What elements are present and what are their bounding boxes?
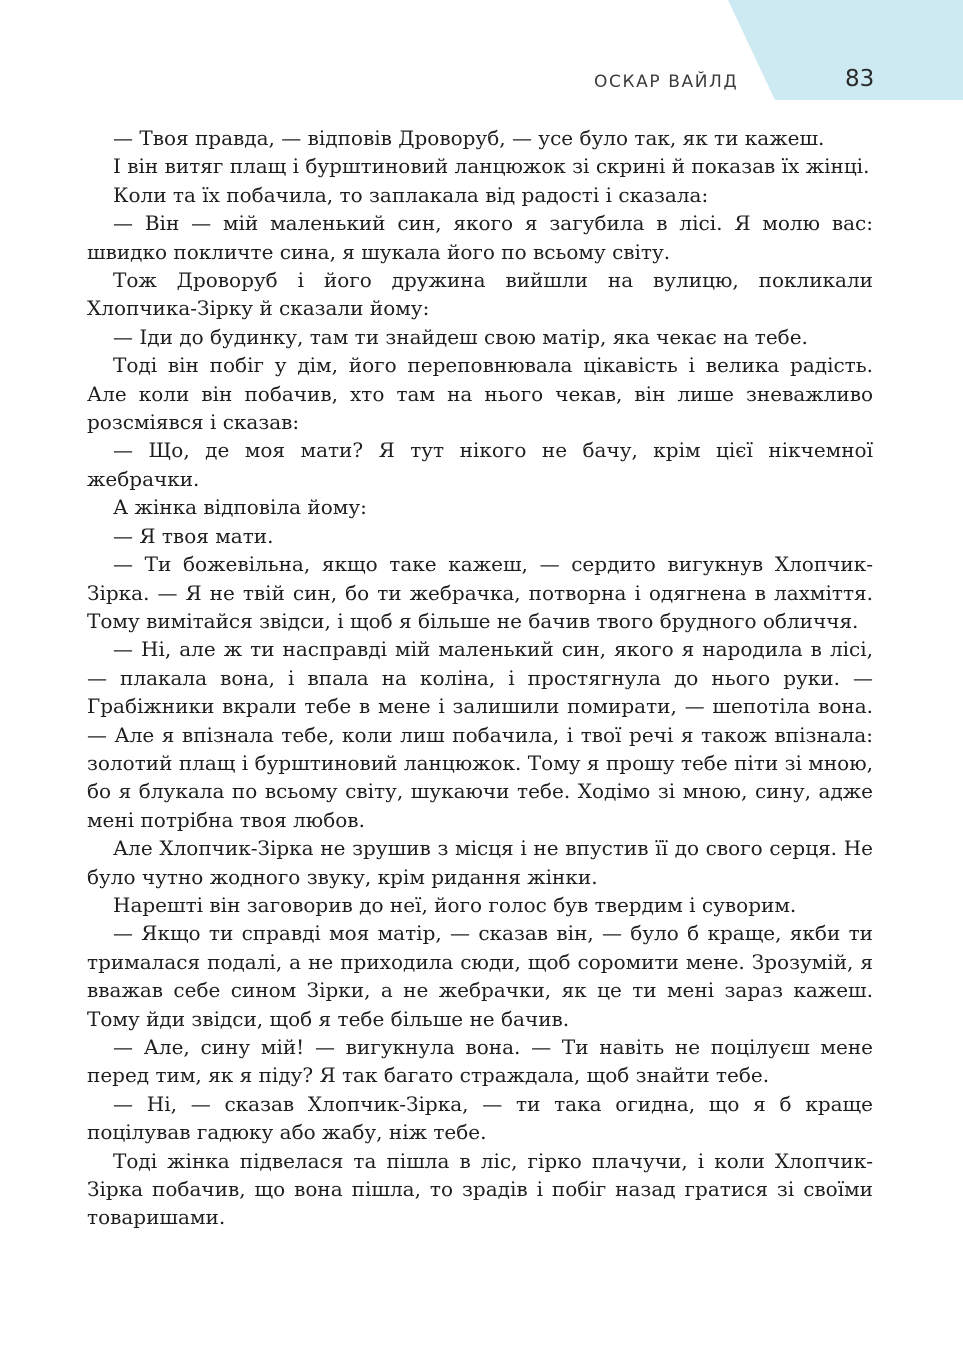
paragraph: — Ні, але ж ти насправді мій маленький син, якого я народила в лісі, — плакала вона, і впала на коліна, і простягнула до нього руки. — Грабіжники вкрали тебе в мене і залишили помирати, — шепотіла вона. — Але я впізнала тебе, коли лиш побачила, і твої речі я також впізнала: золотий плащ і бурштиновий ланцюжок. Тому я прошу тебе піти зі мною, бо я блукала по всьому світу, шукаючи тебе. Ходімо зі мною, сину, адже мені потрібна твоя любов. [87, 637, 873, 832]
paragraph: — Він — мій маленький син, якого я загубила в лісі. Я молю вас: швидко покличте сина, я шукала його по всьому світу. [87, 211, 873, 264]
paragraph: — Я твоя мати. [113, 523, 274, 548]
paragraph: — Ні, — сказав Хлопчик-Зірка, — ти така огидна, що я б краще поцілував гадюку або жабу, ніж тебе. [87, 1091, 873, 1145]
paragraph: — Іди до будинку, там ти знайдеш свою матір, яка чекає на тебе. [113, 324, 808, 349]
paragraph: Але Хлопчик-Зірка не зрушив з місця і не впустив її до свого серця. Не було чутно жодного звуку, крім ридання жінки. [87, 836, 873, 889]
paragraph: — Але, сину мій! — вигукнула вона. — Ти навіть не поцілуєш мене перед тим, як я піду? Я так багато страждала, щоб знайти тебе. [87, 1035, 873, 1088]
paragraph: Нарешті він заговорив до неї, його голос був твердим і суворим. [113, 892, 797, 917]
paragraph: Тож Дроворуб і його дружина вийшли на вулицю, покликали Хлопчика-Зірку й сказали йому: [87, 268, 873, 321]
paragraph: — Твоя правда, — відповів Дроворуб, — усе було так, як ти кажеш. [113, 126, 825, 150]
paragraph: Коли та їх побачила, то заплакала від радості і сказала: [113, 182, 709, 207]
paragraph: І він витяг плащ і бурштиновий ланцюжок зі скрині й показав їх жінці. [113, 154, 870, 179]
story-text [87, 124, 873, 1232]
page-number: 83 [845, 66, 875, 92]
running-head-author: ОСКАР ВАЙЛД [594, 72, 739, 92]
paragraph: А жінка відповіла йому: [113, 495, 367, 520]
paragraph: — Ти божевільна, якщо таке кажеш, — сердито вигукнув Хлопчик-Зірка. — Я не твій син, бо ти жебрачка, потворна і одягнена в лахміття. Тому вимітайся звідси, і щоб я більше не бачив твого брудного обличчя. [87, 552, 873, 633]
paragraph: — Якщо ти справді моя матір, — сказав він, — було б краще, якби ти трималася подалі, а не приходила сюди, щоб соромити мене. Зрозумій, я вважав себе сином Зірки, а не жебрачки, як це ти мені зараз кажеш. Тому йди звідси, щоб я тебе більше не бачив. [87, 921, 873, 1031]
paragraph: Тоді жінка підвелася та пішла в ліс, гірко плачучи, і коли Хлопчик-Зірка побачив, що вона пішла, то зрадів і побіг назад гратися зі своїми товаришами. [87, 1148, 873, 1230]
paragraph: Тоді він побіг у дім, його переповнювала цікавість і велика радість. Але коли він побачив, хто там на нього чекав, він лише зневажливо розсміявся і сказав: [87, 353, 873, 435]
paragraph: — Що, де моя мати? Я тут нікого не бачу, крім цієї нікчемної жебрачки. [87, 438, 873, 491]
